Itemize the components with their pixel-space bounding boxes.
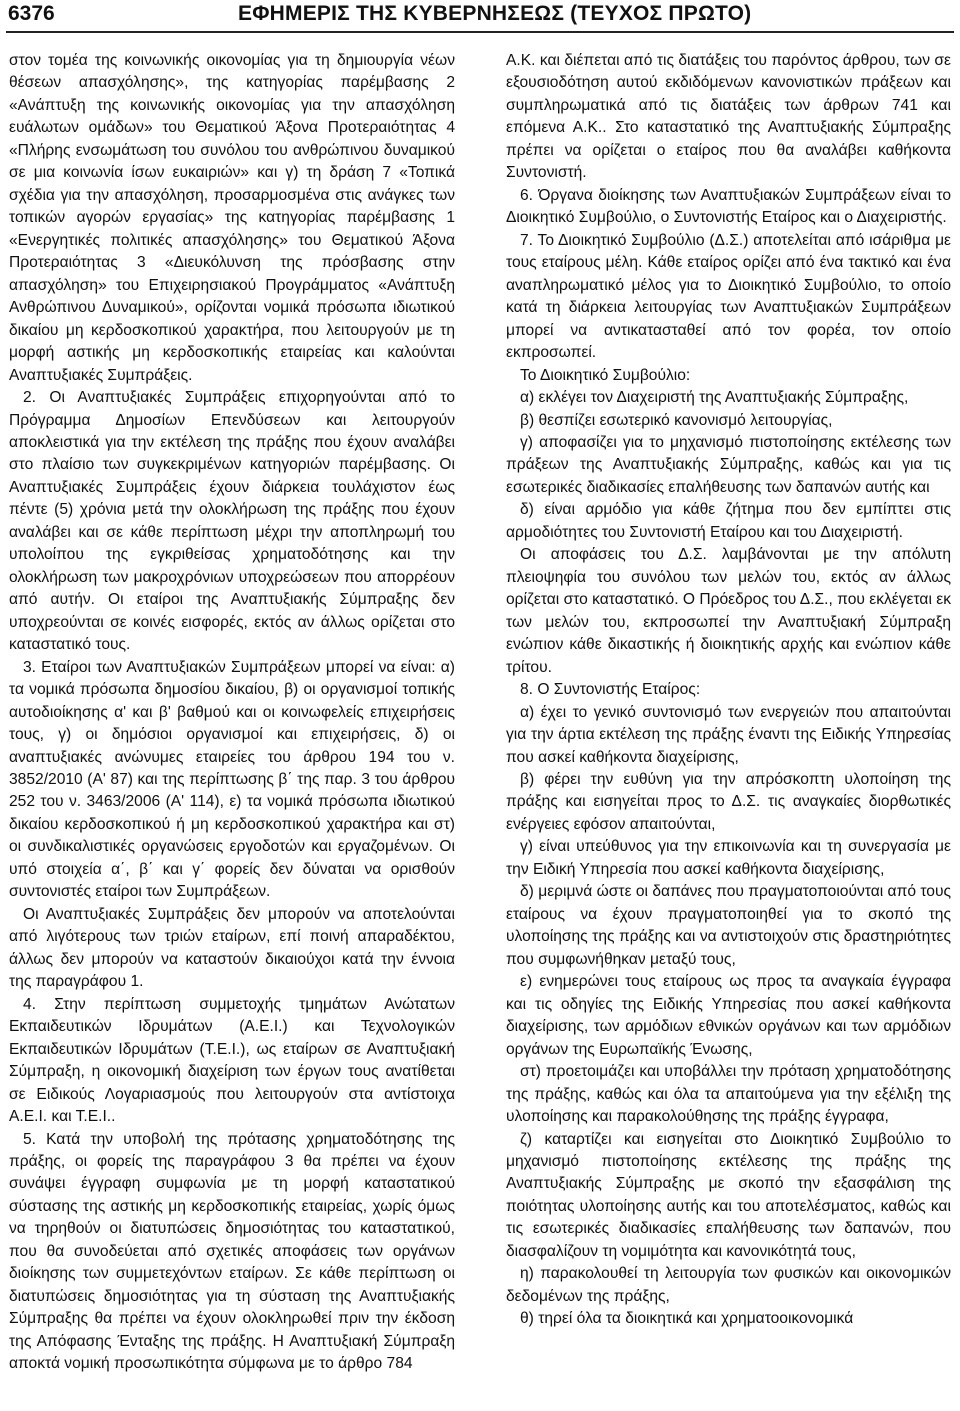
paragraph: 7. Το Διοικητικό Συμβούλιο (Δ.Σ.) αποτελείται από ισάριθμα με τους εταίρους μέλη. Κάθε εταίρος ορίζει από ένα τακτικό και ένα αναπληρωματικό μέλος για το Διοικητικό Συμβούλιο, το οποίο κατά τη διάρκεια λειτουργίας των Αναπτυξιακών Συμπράξεων μπορεί να αντικατασταθεί από τον φορέα, τον οποίο εκπροσωπεί. [506, 231, 951, 362]
paragraph: Οι αποφάσεις του Δ.Σ. λαμβάνονται με την απόλυτη πλειοψηφία του συνόλου των μελών του, εκτός αν άλλως ορίζεται στο καταστατικό. Ο Πρόεδρος του Δ.Σ., που εκλέγεται εκ των μελών του, εκπροσωπεί την Αναπτυξιακή Σύμπραξη ενώπιον κάθε δικαστικής ή διοικητικής αρχής και ενώπιον κάθε τρίτου. [506, 546, 951, 676]
page-number: 6376 [8, 2, 55, 25]
paragraph: δ) μεριμνά ώστε οι δαπάνες που πραγματοποιούνται από τους εταίρους να έχουν πραγματοποιηθεί για το σκοπό της υλοποίησης της πράξης και να αντιστοιχούν στις δραστηριότητες που συμφωνήθηκαν μεταξύ τους, [506, 883, 951, 968]
paragraph: θ) τηρεί όλα τα διοικητικά και χρηματοοικονομικά [520, 1310, 854, 1328]
paragraph: 2. Οι Αναπτυξιακές Συμπράξεις επιχορηγούνται από το Πρόγραμμα Δημοσίων Επενδύσεων και λειτουργούν αποκλειστικά για την εκτέλεση της πράξης που έχουν αναλάβει στο πλαίσιο των συγκεκριμένων κατηγοριών παρέμβασης. Οι Αναπτυξιακές Συμπράξεις έχουν διάρκεια τουλάχιστον έως πέντε (5) χρόνια μετά την ολοκλήρωση της πράξης που έχουν αναλάβει και σε κάθε περίπτωση μέχρι την αποπληρωμή του υπολοίπου της εγκριθείσας χρηματοδότησης και την ολοκλήρωση των μακροχρόνιων υποχρεώσεων που απορρέουν από αυτήν. Οι εταίροι της Αναπτυξιακής Σύμπραξης δεν υποχρεούνται σε κοινές εισφορές, εκτός αν άλλως ορίζεται στο καταστατικό τους. [9, 389, 455, 654]
paragraph: 8. Ο Συντονιστής Εταίρος: [520, 681, 701, 699]
paragraph: β) φέρει την ευθύνη για την απρόσκοπτη υλοποίηση της πράξης και εισηγείται προς το Δ.Σ. τις αναγκαίες διορθωτικές ενέργειες εφόσον απαιτούνται, [506, 771, 951, 833]
paragraph: Οι Αναπτυξιακές Συμπράξεις δεν μπορούν να αποτελούνται από λιγότερους των τριών εταίρων, επί ποινή απαραδέκτου, άλλως δεν μπορούν να καταστούν δικαιούχοι κατά την έννοια της παραγράφου 1. [9, 905, 455, 991]
paragraph: γ) αποφασίζει για το μηχανισμό πιστοποίησης εκτέλεσης των πράξεων της Αναπτυξιακής Σύμπραξης, καθώς και για τις εσωτερικές διαδικασίες επαλήθευσης των δαπανών αυτής και [506, 433, 951, 496]
paragraph: ε) ενημερώνει τους εταίρους ως προς τα αναγκαία έγγραφα και τις οδηγίες της Ειδικής Υπηρεσίας που ασκεί καθήκοντα διαχείρισης, των αρμόδιων εθνικών οργάνων και των αρμόδιων οργάνων της Ευρωπαϊκής Ένωσης, [506, 973, 951, 1058]
gazette-title: ΕΦΗΜΕΡΙΣ ΤΗΣ ΚΥΒΕΡΝΗΣΕΩΣ (ΤΕΥΧΟΣ ΠΡΩΤΟ) [238, 2, 752, 25]
page-header [0, 0, 960, 34]
paragraph: Το Διοικητικό Συμβούλιο: [520, 366, 691, 384]
paragraph: α) έχει το γενικό συντονισμό των ενεργειών που απαιτούνται για την άρτια εκτέλεση της πράξης έναντι της Ειδικής Υπηρεσίας που ασκεί καθήκοντα διαχείρισης, [506, 703, 951, 766]
paragraph: 3. Εταίροι των Αναπτυξιακών Συμπράξεων μπορεί να είναι: α) τα νομικά πρόσωπα δημοσίου δικαίου, β) οι οργανισμοί τοπικής αυτοδιοίκησης α' και β' βαθμού και οι κοινωφελείς επιχειρήσεις τους, γ) οι δημόσιοι οργανισμοί και επιχειρήσεις, δ) οι αναπτυξιακές ανώνυμες εταιρείες του άρθρου 194 του ν. 3852/2010 (Α' 87) και της περίπτωσης β΄ της παρ. 3 του άρθρου 252 του ν. 3463/2006 (Α' 114), ε) τα νομικά πρόσωπα ιδιωτικού δικαίου κερδοσκοπικού ή μη κερδοσκοπικού χαρακτήρα και στ) οι συνδικαλιστικές οργανώσεις εργοδοτών και εργαζομένων. Οι υπό στοιχεία α΄, β΄ και γ΄ φορείς δεν δύναται να ορισθούν συντονιστές εταίροι των Συμπράξεων. [9, 658, 455, 901]
right-column [506, 50, 951, 1410]
paragraph: Α.Κ. και διέπεται από τις διατάξεις του παρόντος άρθρου, των σε εξουσιοδότηση αυτού εκδιδόμενων κανονιστικών πράξεων και συμπληρωματικά από τις διατάξεις των άρθρων 741 και επόμενα Α.Κ.. Στο καταστατικό της Αναπτυξιακής Σύμπραξης πρέπει να ορίζεται ο εταίρος που θα αναλάβει καθήκοντα Συντονιστή. [506, 52, 951, 182]
paragraph: 5. Κατά την υποβολή της πρότασης χρηματοδότησης της πράξης, οι φορείς της παραγράφου 3 θα πρέπει να έχουν συνάψει έγγραφη συμφωνία με τη μορφή καταστατικού σύστασης της αστικής μη κερδοσκοπικής εταιρείας, χωρίς όμως να τηρηθούν οι διατυπώσεις δημοσιότητας του καταστατικού, που θα συνοδεύεται από σχετικές αποφάσεις των οργάνων διοίκησης των συμμετεχόντων εταίρων. Σε κάθε περίπτωση οι διατυπώσεις δημοσιότητας για τη σύσταση της Αναπτυξιακής Σύμπραξης θα πρέπει να έχουν ολοκληρωθεί πριν την έκδοση της Απόφασης Ένταξης της πράξης. Η Αναπτυξιακή Σύμπραξη αποκτά νομική προσωπικότητα σύμφωνα με το άρθρο 784 [9, 1130, 455, 1373]
left-column [9, 50, 455, 1410]
paragraph: η) παρακολουθεί τη λειτουργία των φυσικών και οικονομικών δεδομένων της πράξης, [506, 1265, 951, 1305]
paragraph: 4. Στην περίπτωση συμμετοχής τμημάτων Ανώτατων Εκπαιδευτικών Ιδρυμάτων (Α.Ε.Ι.) και Τεχνολογικών Εκπαιδευτικών Ιδρυμάτων (Τ.Ε.Ι.), ως εταίρων σε Αναπτυξιακή Σύμπραξη, η οικονομική διαχείριση των έργων τους ανατίθεται σε Ειδικούς Λογαριασμούς που λειτουργούν στα αντίστοιχα Α.Ε.Ι. και Τ.Ε.Ι.. [9, 995, 455, 1126]
paragraph: στ) προετοιμάζει και υποβάλλει την πρόταση χρηματοδότησης της πράξης, καθώς και όλα τα απαιτούμενα για την εξέλιξη της υλοποίησης και παρακολούθησης της πράξης έγγραφα, [506, 1063, 951, 1126]
paragraph: α) εκλέγει τον Διαχειριστή της Αναπτυξιακής Σύμπραξης, [520, 389, 909, 407]
paragraph: στον τομέα της κοινωνικής οικονομίας για τη δημιουργία νέων θέσεων απασχόλησης», της κατηγορίας παρέμβασης 2 «Ανάπτυξη της κοινωνικής οικονομίας για την απασχόληση ευάλωτων ομάδων» του Θεματικού Άξονα Προτεραιότητας 4 «Πλήρης ενσωμάτωση του συνόλου του ανθρώπινου δυναμικού σε μια κοινωνία ίσων ευκαιριών» και γ) τη δράση 7 «Τοπικά σχέδια για την απασχόληση, προσαρμοσμένα στις ανάγκες των τοπικών αγορών εργασίας» της κατηγορίας παρέμβασης 1 «Ενεργητικές πολιτικές απασχόλησης» του Θεματικού Άξονα Προτεραιότητας 3 «Διευκόλυνση της πρόσβασης στην απασχόληση» του Επιχειρησιακού Προγράμματος «Ανάπτυξη Ανθρώπινου Δυναμικού», ορίζονται νομικά πρόσωπα ιδιωτικού δικαίου μη κερδοσκοπικού χαρακτήρα, που λειτουργούν με τη μορφή αστικής μη κερδοσκοπικής εταιρείας και καλούνται Αναπτυξιακές Συμπράξεις. [9, 52, 455, 384]
paragraph: 6. Όργανα διοίκησης των Αναπτυξιακών Συμπράξεων είναι το Διοικητικό Συμβούλιο, ο Συντονιστής Εταίρος και ο Διαχειριστής. [506, 186, 951, 227]
paragraph: δ) είναι αρμόδιο για κάθε ζήτημα που δεν εμπίπτει στις αρμοδιότητες του Συντονιστή Εταίρου και του Διαχειριστή. [506, 501, 951, 541]
paragraph: ζ) καταρτίζει και εισηγείται στο Διοικητικό Συμβούλιο το μηχανισμό πιστοποίησης εκτέλεσης της πράξης της Αναπτυξιακής Σύμπραξης με σκοπό την εξασφάλιση της ποιότητας υλοποίησης αυτής και του αποτελέσματος, καθώς και τις εσωτερικές διαδικασίες επαλήθευσης των δαπανών, που διασφαλίζουν τη νομιμότητα και κανονικότητά τους, [506, 1130, 951, 1260]
header-rule [6, 31, 954, 33]
paragraph: γ) είναι υπεύθυνος για την επικοινωνία και τη συνεργασία με την Ειδική Υπηρεσία που ασκεί καθήκοντα διαχείρισης, [506, 838, 951, 878]
paragraph: β) θεσπίζει εσωτερικό κανονισμό λειτουργίας, [520, 411, 833, 429]
